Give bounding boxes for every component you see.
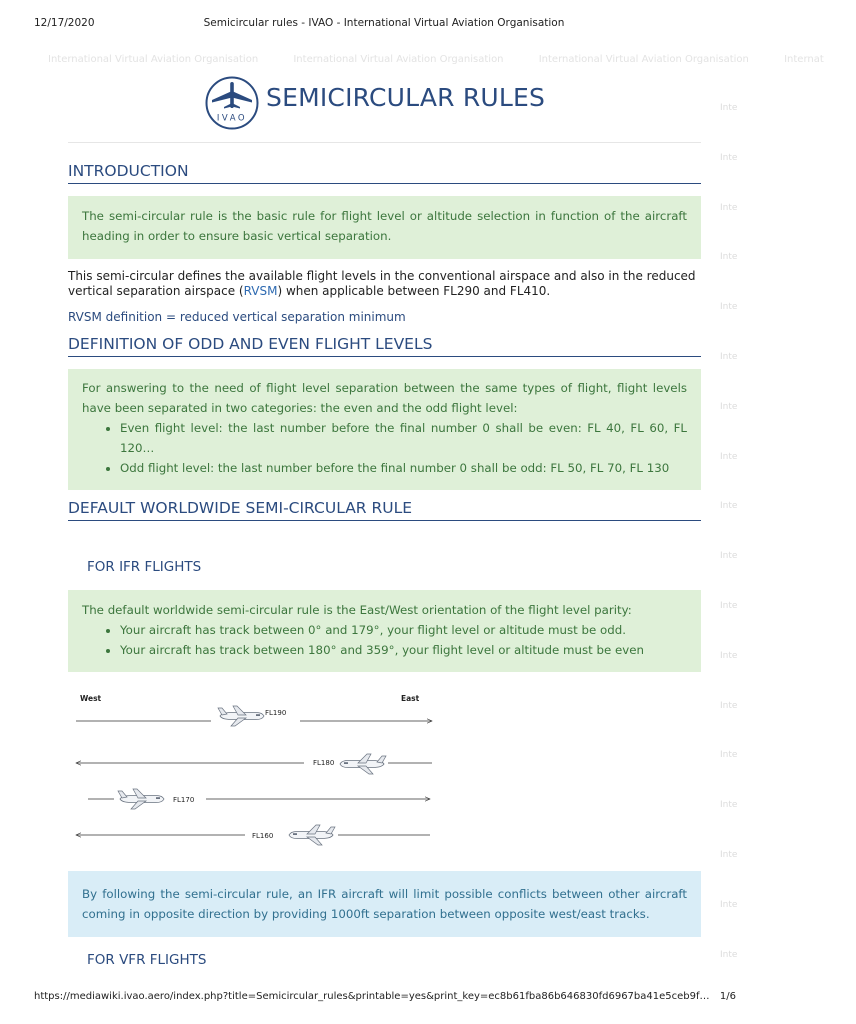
odd-even-list	[82, 418, 687, 478]
watermark-text: Inte	[720, 202, 738, 213]
airplane-icon	[340, 754, 386, 774]
watermark-text: International Virtual Aviation Organisation	[293, 54, 504, 65]
ifr-info-box	[68, 871, 701, 937]
west-label: West	[80, 694, 102, 703]
section-heading-default-rule: DEFAULT WORLDWIDE SEMI-CIRCULAR RULE	[68, 499, 701, 521]
subheading-ifr: FOR IFR FLIGHTS	[87, 559, 202, 575]
airplane-icon	[212, 82, 252, 109]
watermark-text: Inte	[720, 401, 738, 412]
watermark-text: Inte	[720, 351, 738, 362]
print-header	[0, 17, 768, 33]
watermark-text: Inte	[720, 949, 738, 960]
odd-even-alert-box	[68, 369, 701, 490]
ivao-logo-mark	[205, 76, 259, 130]
odd-even-intro: For answering to the need of flight level separation between the same types of flight, flight levels have been separated in two categories: the even and the odd flight level:	[82, 381, 687, 415]
ifr-info-text: By following the semi-circular rule, an IFR aircraft will limit possible conflicts between other aircraft coming in opposite direction by providing 1000ft separation between opposite west/east tracks.	[82, 887, 687, 921]
airplane-icon	[118, 789, 164, 809]
intro-text-end: ) when applicable between FL290 and FL410.	[277, 284, 551, 298]
watermark-text: Inte	[720, 849, 738, 860]
list-item: • Your aircraft has track between 0° and 179°, your flight level or altitude must be odd.	[120, 620, 687, 640]
watermark-text: Inte	[720, 103, 738, 113]
ifr-alert-box	[68, 590, 701, 672]
watermark-text: Inte	[720, 899, 738, 910]
watermark-text: International Virtual Aviation Organisation	[538, 54, 749, 65]
print-footer	[0, 991, 768, 1007]
ifr-list	[82, 620, 687, 660]
watermark-text: Inte	[720, 600, 738, 611]
east-label: East	[401, 694, 420, 703]
print-url: https://mediawiki.ivao.aero/index.php?title=Semicircular_rules&printable=yes&print_key=ec8b61fba86b646830fd6967ba41e5ceb9f…	[34, 991, 710, 1002]
logo-wordmark: IVAO	[216, 113, 248, 124]
subheading-vfr: FOR VFR FLIGHTS	[87, 952, 207, 968]
title-divider	[68, 142, 701, 143]
print-page-title: Semicircular rules - IVAO - International Virtual Aviation Organisation	[203, 17, 565, 29]
watermark-text: Inte	[720, 650, 738, 661]
flight-level-diagram	[68, 686, 448, 846]
print-date: 12/17/2020	[34, 17, 95, 29]
watermark-text: Inte	[720, 451, 738, 462]
airplane-icon	[218, 706, 264, 726]
list-item: • Your aircraft has track between 180° and 359°, your flight level or altitude must be even	[120, 640, 687, 660]
intro-paragraph	[68, 269, 701, 299]
list-item: • Even flight level: the last number before the final number 0 shall be even: FL 40, FL 60, FL 120…	[120, 418, 687, 458]
watermark-text: Inte	[720, 800, 738, 811]
ifr-intro: The default worldwide semi-circular rule is the East/West orientation of the flight level parity:	[82, 603, 632, 617]
ivao-logo	[205, 76, 259, 130]
intro-text-start: This semi-circular defines the available flight levels in the conventional airspace and also in the reduced vertical separation airspace (	[68, 269, 696, 298]
page-title: SEMICIRCULAR RULES	[266, 83, 546, 112]
intro-alert-text: The semi-circular rule is the basic rule for flight level or altitude selection in function of the aircraft heading in order to ensure basic vertical separation.	[82, 209, 687, 243]
watermark-text: Inte	[720, 551, 738, 562]
watermark-text: Inte	[720, 501, 738, 512]
flight-level-label: FL190	[265, 709, 287, 717]
flight-level-label: FL160	[252, 832, 274, 840]
flight-level-label: FL170	[173, 796, 195, 804]
flight-level-label: FL180	[313, 759, 335, 767]
watermark-row	[48, 54, 824, 68]
watermark-column	[720, 103, 760, 973]
watermark-text: Inte	[720, 302, 738, 313]
page-number: 1/6	[719, 991, 736, 1002]
watermark-text: International Virtual Aviation Organisation	[48, 54, 259, 65]
list-item: • Odd flight level: the last number before the final number 0 shall be odd: FL 50, FL 70, FL 130	[120, 458, 687, 478]
section-heading-odd-even: DEFINITION OF ODD AND EVEN FLIGHT LEVELS	[68, 335, 701, 357]
watermark-text: Inte	[720, 252, 738, 263]
rvsm-link[interactable]: RVSM	[243, 284, 278, 298]
airplane-icon	[289, 825, 335, 845]
watermark-text: Inte	[720, 152, 738, 163]
watermark-text: Inte	[720, 700, 738, 711]
section-heading-introduction: INTRODUCTION	[68, 162, 701, 184]
watermark-text: Inte	[720, 750, 738, 761]
watermark-text: Internat	[784, 54, 824, 65]
intro-alert-box	[68, 196, 701, 259]
rvsm-definition: RVSM definition = reduced vertical separation minimum	[68, 310, 406, 324]
